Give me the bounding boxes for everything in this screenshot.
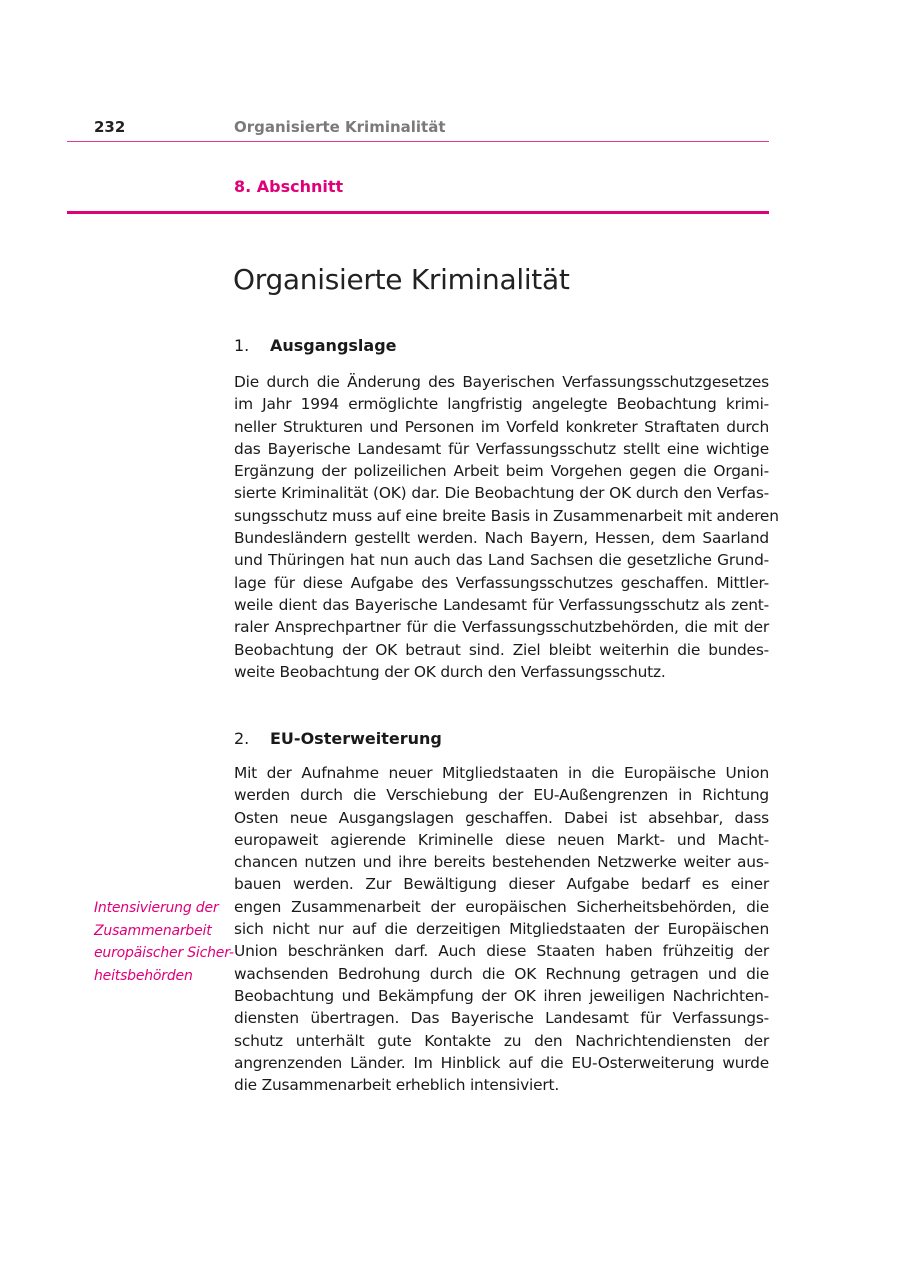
text-line: sich nicht nur auf die derzeitigen Mitgliedstaaten der Europäischen (234, 920, 769, 939)
margin-note-line: Intensivierung der (94, 900, 219, 916)
text-line: sungsschutz muss auf eine breite Basis in Zusammenarbeit mit anderen (234, 506, 779, 525)
section-label: 8. Abschnitt (234, 177, 344, 196)
text-line: wachsenden Bedrohung durch die OK Rechnung getragen und die (234, 964, 769, 983)
running-head-title: Organisierte Kriminalität (234, 118, 446, 136)
text-line: neller Strukturen und Personen im Vorfeld konkreter Straftaten durch (234, 417, 769, 436)
text-line: weile dient das Bayerische Landesamt für Verfassungsschutz als zent- (234, 595, 769, 614)
section-heading-1 (234, 336, 397, 355)
text-line: europaweit agierende Kriminelle diese neuen Markt- und Macht- (234, 830, 769, 849)
text-line: raler Ansprechpartner für die Verfassungsschutzbehörden, die mit der (234, 618, 769, 637)
text-line: weite Beobachtung der OK durch den Verfassungsschutz. (234, 662, 666, 681)
text-line: Bundesländern gestellt werden. Nach Bayern, Hessen, dem Saarland (234, 529, 769, 548)
section-number: 1. (234, 336, 250, 355)
section-divider (67, 211, 769, 214)
text-line: die Zusammenarbeit erheblich intensiviert. (234, 1076, 560, 1095)
text-line: angrenzenden Länder. Im Hinblick auf die EU-Osterweiterung wurde (234, 1053, 769, 1072)
margin-note-line: Zusammenarbeit (94, 922, 212, 939)
text-line: im Jahr 1994 ermöglichte langfristig angelegte Beobachtung krimi- (234, 395, 769, 414)
margin-note (94, 897, 234, 987)
text-line: bauen werden. Zur Bewältigung dieser Aufgabe bedarf es einer (234, 875, 769, 894)
section-2-paragraph (234, 762, 769, 1096)
text-line: Die durch die Änderung des Bayerischen Verfassungsschutzgesetzes (234, 373, 769, 391)
text-line: Ergänzung der polizeilichen Arbeit beim Vorgehen gegen die Organi- (234, 462, 769, 481)
header-divider (67, 141, 769, 142)
margin-note-line: heitsbehörden (94, 967, 193, 984)
section-1-paragraph (234, 371, 779, 683)
text-line: schutz unterhält gute Kontakte zu den Nachrichtendiensten der (234, 1031, 769, 1050)
text-line: Mit der Aufnahme neuer Mitgliedstaaten in die Europäische Union (234, 764, 769, 782)
text-line: Beobachtung und Bekämpfung der OK ihren jeweiligen Nachrichten- (234, 986, 769, 1005)
margin-note-line: europäischer Sicher- (94, 945, 234, 961)
text-line: und Thüringen hat nun auch das Land Sachsen die gesetzliche Grund- (234, 551, 769, 570)
section-title: Ausgangslage (270, 336, 397, 355)
text-line: diensten übertragen. Das Bayerische Landesamt für Verfassungs- (234, 1009, 769, 1028)
text-line: chancen nutzen und ihre bereits bestehenden Netzwerke weiter aus- (234, 853, 769, 872)
text-line: sierte Kriminalität (OK) dar. Die Beobachtung der OK durch den Verfas- (234, 484, 769, 503)
text-line: das Bayerische Landesamt für Verfassungsschutz stellt eine wichtige (234, 439, 769, 458)
text-line: werden durch die Verschiebung der EU-Außengrenzen in Richtung (234, 786, 769, 805)
section-title: EU-Osterweiterung (270, 729, 442, 748)
text-line: Union beschränken darf. Auch diese Staaten haben frühzeitig der (234, 942, 769, 961)
text-line: engen Zusammenarbeit der europäischen Sicherheitsbehörden, die (234, 897, 769, 916)
page-number: 232 (94, 118, 126, 136)
chapter-title: Organisierte Kriminalität (233, 263, 570, 296)
section-number: 2. (234, 729, 250, 748)
section-heading-2 (234, 729, 442, 748)
text-line: Beobachtung der OK betraut sind. Ziel bleibt weiterhin die bundes- (234, 640, 769, 659)
text-line: lage für diese Aufgabe des Verfassungsschutzes geschaffen. Mittler- (234, 573, 769, 592)
text-line: Osten neue Ausgangslagen geschaffen. Dabei ist absehbar, dass (234, 808, 769, 827)
